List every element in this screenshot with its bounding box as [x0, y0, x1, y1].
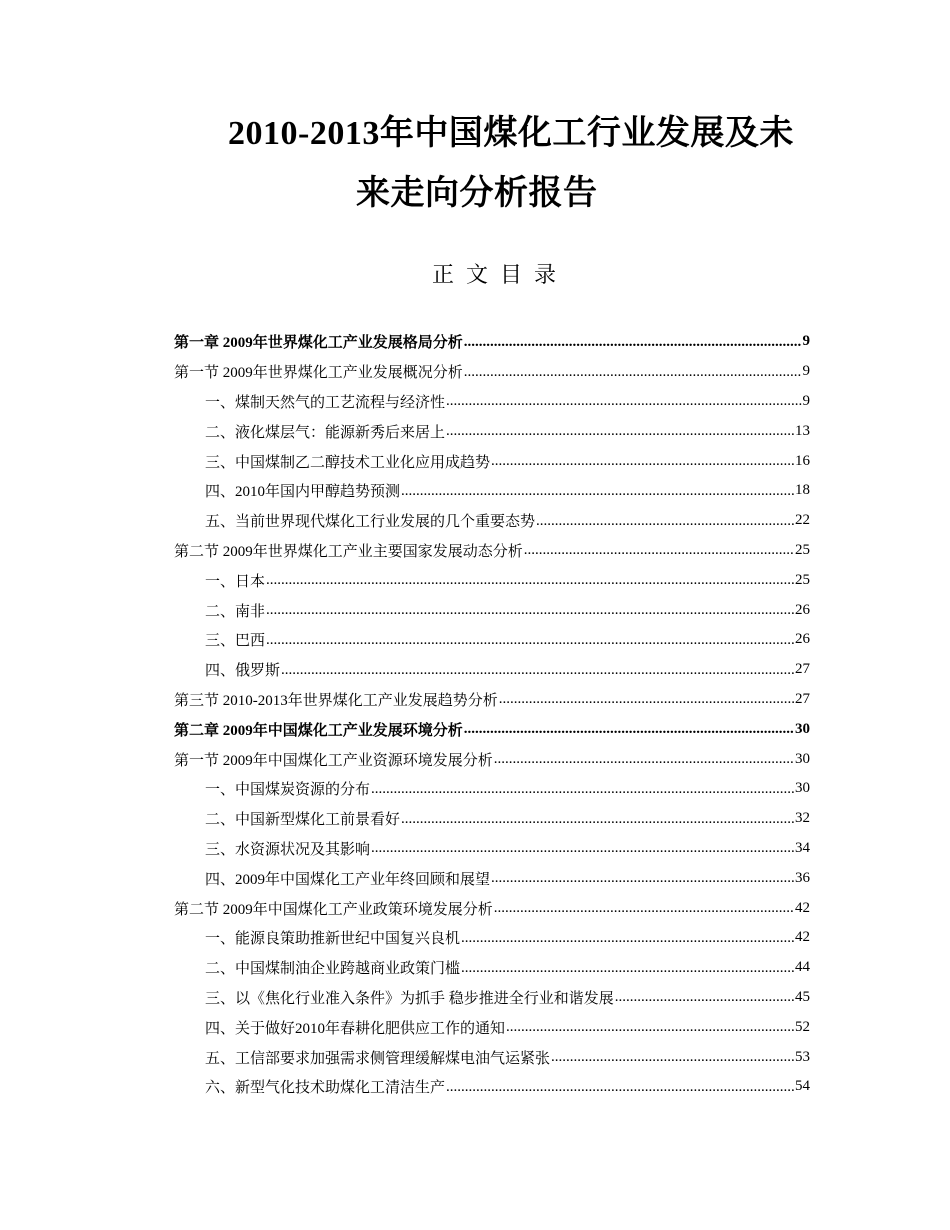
- toc-entry-item[interactable]: [174, 774, 810, 804]
- toc-entry-section[interactable]: [174, 893, 810, 923]
- toc-dot-leader: [401, 810, 794, 828]
- toc-entry-text: 第二节 2009年世界煤化工产业主要国家发展动态分析: [174, 543, 523, 560]
- toc-entry-chapter[interactable]: [174, 714, 810, 744]
- toc-page-number: 27: [795, 661, 810, 678]
- toc-entry-text: 二、南非: [205, 603, 266, 620]
- toc-page-number: 30: [795, 720, 810, 737]
- toc-entry-text: 一、中国煤炭资源的分布: [205, 782, 371, 799]
- toc-dot-leader: [446, 422, 794, 440]
- toc-dot-leader: [266, 631, 794, 649]
- toc-dot-leader: [446, 392, 801, 410]
- toc-entry-text: 二、中国煤制油企业跨越商业政策门槛: [205, 961, 461, 978]
- toc-entry-text: 五、当前世界现代煤化工行业发展的几个重要态势: [205, 514, 536, 531]
- toc-entry-text: 六、新型气化技术助煤化工清洁生产: [205, 1080, 446, 1097]
- toc-entry-text: 二、液化煤层气：能源新秀后来居上: [205, 424, 446, 441]
- toc-dot-leader: [499, 690, 794, 708]
- toc-entry-text: 四、2010年国内甲醇趋势预测: [205, 484, 401, 501]
- toc-entry-item[interactable]: [174, 804, 810, 834]
- toc-dot-leader: [494, 750, 794, 768]
- toc-entry-item[interactable]: [174, 476, 810, 506]
- toc-entry-item[interactable]: [174, 506, 810, 536]
- toc-page-number: 54: [795, 1078, 810, 1095]
- toc-entry-text: 四、俄罗斯: [205, 663, 281, 680]
- toc-entry-section[interactable]: [174, 536, 810, 566]
- toc-dot-leader: [371, 839, 794, 857]
- toc-entry-text: 三、水资源状况及其影响: [205, 841, 371, 858]
- toc-entry-text: 第二章 2009年中国煤化工产业发展环境分析: [174, 722, 463, 739]
- toc-heading: 正文目录: [431, 262, 568, 287]
- toc-entry-text: 二、中国新型煤化工前景看好: [205, 812, 401, 829]
- toc-page-number: 42: [795, 899, 810, 916]
- toc-entry-text: 三、以《焦化行业准入条件》为抓手 稳步推进全行业和谐发展: [205, 990, 614, 1007]
- toc-page-number: 53: [795, 1048, 810, 1065]
- toc-page-number: 32: [795, 810, 810, 827]
- toc-entry-section[interactable]: [174, 744, 810, 774]
- toc-page-number: 30: [795, 780, 810, 797]
- toc-entry-item[interactable]: [174, 1042, 810, 1072]
- toc-page-number: 22: [795, 512, 810, 529]
- toc-entry-text: 四、2009年中国煤化工产业年终回顾和展望: [205, 871, 491, 888]
- toc-entry-item[interactable]: [174, 655, 810, 685]
- toc-entry-item[interactable]: [174, 446, 810, 476]
- toc-entry-text: 四、关于做好2010年春耕化肥供应工作的通知: [205, 1020, 506, 1037]
- toc-dot-leader: [446, 1078, 794, 1096]
- toc-entry-text: 第二节 2009年中国煤化工产业政策环境发展分析: [174, 901, 493, 918]
- toc-page-number: 26: [795, 601, 810, 618]
- toc-page-number: 25: [795, 571, 810, 588]
- toc-entry-item[interactable]: [174, 1012, 810, 1042]
- toc-entry-text: 第一章 2009年世界煤化工产业发展格局分析: [174, 335, 463, 352]
- toc-dot-leader: [371, 780, 794, 798]
- toc-entry-text: 第三节 2010-2013年世界煤化工产业发展趋势分析: [174, 692, 498, 709]
- toc-dot-leader: [506, 1018, 794, 1036]
- toc-entry-item[interactable]: [174, 834, 810, 864]
- toc-dot-leader: [464, 333, 802, 351]
- toc-entry-text: 三、中国煤制乙二醇技术工业化应用成趋势: [205, 454, 491, 471]
- toc-page-number: 36: [795, 869, 810, 886]
- toc-page-number: 9: [802, 392, 810, 409]
- toc-dot-leader: [461, 929, 794, 947]
- toc-dot-leader: [615, 988, 794, 1006]
- toc-entry-text: 一、煤制天然气的工艺流程与经济性: [205, 394, 446, 411]
- toc-dot-leader: [494, 899, 794, 917]
- toc-dot-leader: [266, 601, 794, 619]
- toc-page-number: 25: [795, 541, 810, 558]
- toc-entry-item[interactable]: [174, 983, 810, 1013]
- toc-entry-item[interactable]: [174, 1072, 810, 1102]
- toc-dot-leader: [281, 661, 794, 679]
- toc-page-number: 26: [795, 631, 810, 648]
- toc-page-number: 9: [802, 363, 810, 380]
- toc-entry-text: 第一节 2009年中国煤化工产业资源环境发展分析: [174, 752, 493, 769]
- toc-page-number: 45: [795, 988, 810, 1005]
- toc-entry-text: 一、日本: [205, 573, 266, 590]
- toc-entry-item[interactable]: [174, 953, 810, 983]
- toc-entry-item[interactable]: [174, 863, 810, 893]
- toc-dot-leader: [401, 482, 794, 500]
- toc-entry-item[interactable]: [174, 923, 810, 953]
- toc-entry-section[interactable]: [174, 357, 810, 387]
- toc-page-number: 13: [795, 422, 810, 439]
- toc-dot-leader: [491, 452, 794, 470]
- toc-page-number: 42: [795, 929, 810, 946]
- toc-page-number: 9: [802, 333, 810, 350]
- toc-entry-item[interactable]: [174, 625, 810, 655]
- toc-entry-item[interactable]: [174, 416, 810, 446]
- toc-dot-leader: [464, 720, 794, 738]
- toc-entry-section[interactable]: [174, 685, 810, 715]
- toc-entry-item[interactable]: [174, 565, 810, 595]
- toc-page-number: 16: [795, 452, 810, 469]
- report-title-line-1: 2010-2013年中国煤化工行业发展及未: [228, 115, 794, 152]
- toc-dot-leader: [524, 541, 794, 559]
- toc-entry-text: 三、巴西: [205, 633, 266, 650]
- toc-page-number: 52: [795, 1018, 810, 1035]
- toc-dot-leader: [536, 512, 794, 530]
- toc-dot-leader: [461, 959, 794, 977]
- toc-dot-leader: [464, 363, 802, 381]
- toc-entry-text: 一、能源良策助推新世纪中国复兴良机: [205, 931, 461, 948]
- report-title-line-2: 来走向分析报告: [356, 175, 598, 212]
- toc-entry-chapter[interactable]: [174, 327, 810, 357]
- toc-page-number: 27: [795, 690, 810, 707]
- toc-entry-item[interactable]: [174, 595, 810, 625]
- toc-page-number: 18: [795, 482, 810, 499]
- toc-entry-text: 五、工信部要求加强需求侧管理缓解煤电油气运紧张: [205, 1050, 551, 1067]
- table-of-contents: [174, 327, 810, 1102]
- toc-page-number: 34: [795, 839, 810, 856]
- toc-dot-leader: [266, 571, 794, 589]
- toc-entry-item[interactable]: [174, 387, 810, 417]
- toc-dot-leader: [551, 1048, 794, 1066]
- toc-entry-text: 第一节 2009年世界煤化工产业发展概况分析: [174, 365, 463, 382]
- toc-page-number: 30: [795, 750, 810, 767]
- toc-page-number: 44: [795, 959, 810, 976]
- toc-dot-leader: [491, 869, 794, 887]
